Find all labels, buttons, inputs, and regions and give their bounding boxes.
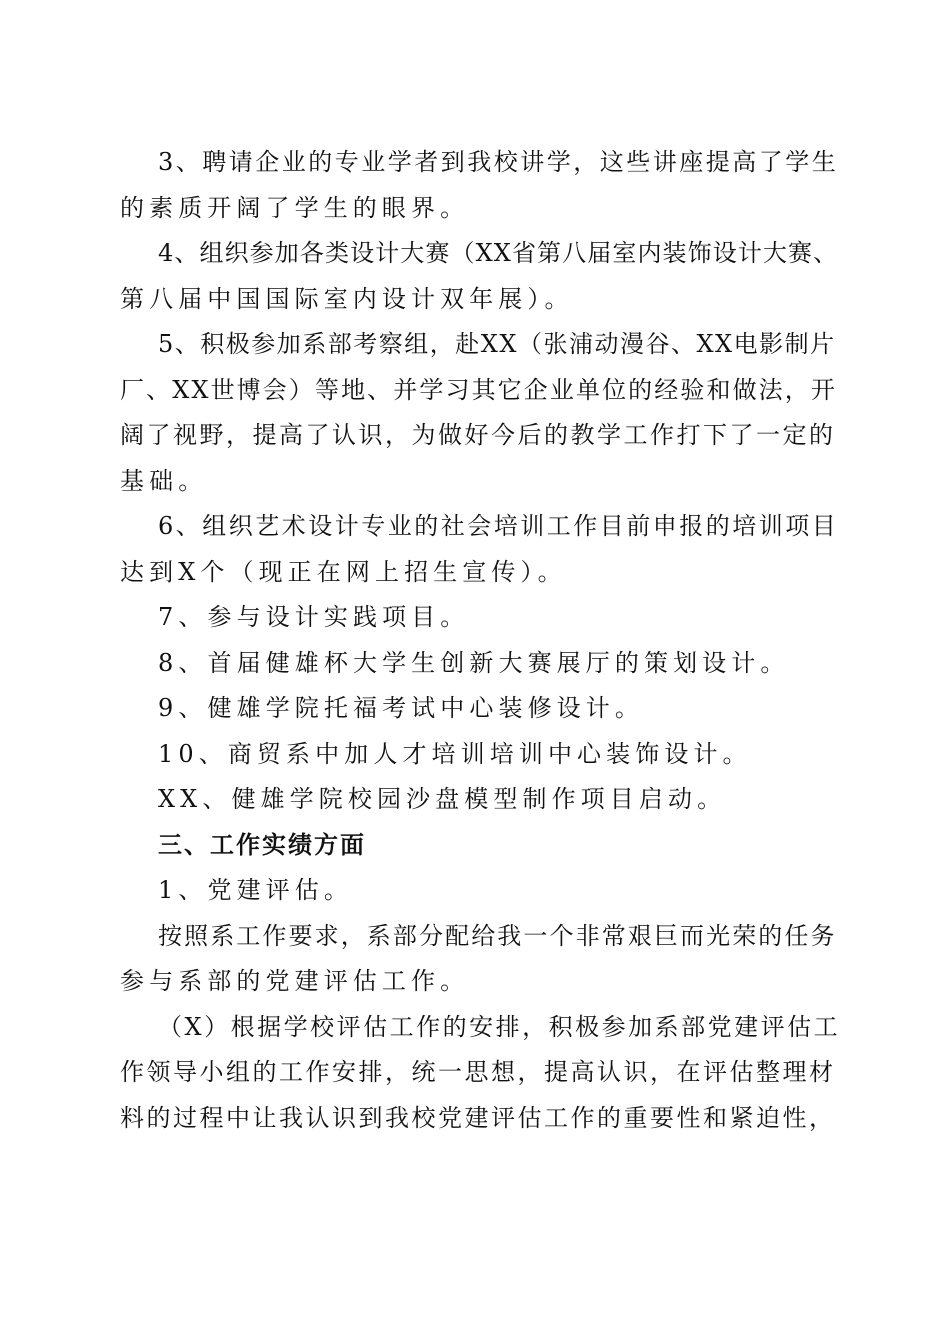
paragraph-line: 基础。 (120, 466, 208, 495)
paragraph-line: 7、参与设计实践项目。 (158, 603, 470, 631)
paragraph-line: 阔了视野，提高了认识，为做好今后的教学工作打下了一定的 (120, 421, 836, 449)
paragraph-line: 第八届中国国际室内设计双年展）。 (120, 284, 574, 313)
paragraph-line: 的素质开阔了学生的眼界。 (120, 193, 470, 222)
paragraph-line: XX、健雄学院校园沙盘模型制作项目启动。 (158, 785, 727, 813)
paragraph-line: （X）根据学校评估工作的安排，积极参加系部党建评估工 (158, 1012, 841, 1041)
document-body (120, 140, 841, 1141)
paragraph-line: 3、聘请企业的专业学者到我校讲学，这些讲座提高了学生 (158, 148, 839, 176)
paragraph-line: 达到X个（现正在网上招生宣传）。 (120, 557, 567, 586)
paragraph-line: 1、党建评估。 (158, 876, 353, 904)
paragraph-line: 料的过程中让我认识到我校党建评估工作的重要性和紧迫性， (120, 1103, 836, 1132)
paragraph-line: 8、首届健雄杯大学生创新大赛展厅的策划设计。 (158, 648, 790, 677)
paragraph-line: 5、积极参加系部考察组，赴XX（张浦动漫谷、XX电影制片 (158, 330, 836, 358)
paragraph-line: 厂、XX世博会）等地、并学习其它企业单位的经验和做法，开 (120, 375, 837, 404)
paragraph-line: 按照系工作要求，系部分配给我一个非常艰巨而光荣的任务 (158, 921, 837, 950)
paragraph-line: 6、组织艺术设计专业的社会培训工作目前申报的培训项目 (158, 512, 839, 540)
paragraph-line: 9、健雄学院托福考试中心装修设计。 (158, 694, 644, 722)
paragraph-line: 10、商贸系中加人才培训培训中心装饰设计。 (158, 739, 752, 768)
paragraph-line: 作领导小组的工作安排，统一思想，提高认识，在评估整理材 (120, 1058, 836, 1086)
paragraph-line: 4、组织参加各类设计大赛（XX省第八届室内装饰设计大赛、 (158, 239, 839, 267)
section-heading: 三、工作实绩方面 (158, 830, 366, 859)
paragraph-line: 参与系部的党建评估工作。 (120, 967, 470, 995)
